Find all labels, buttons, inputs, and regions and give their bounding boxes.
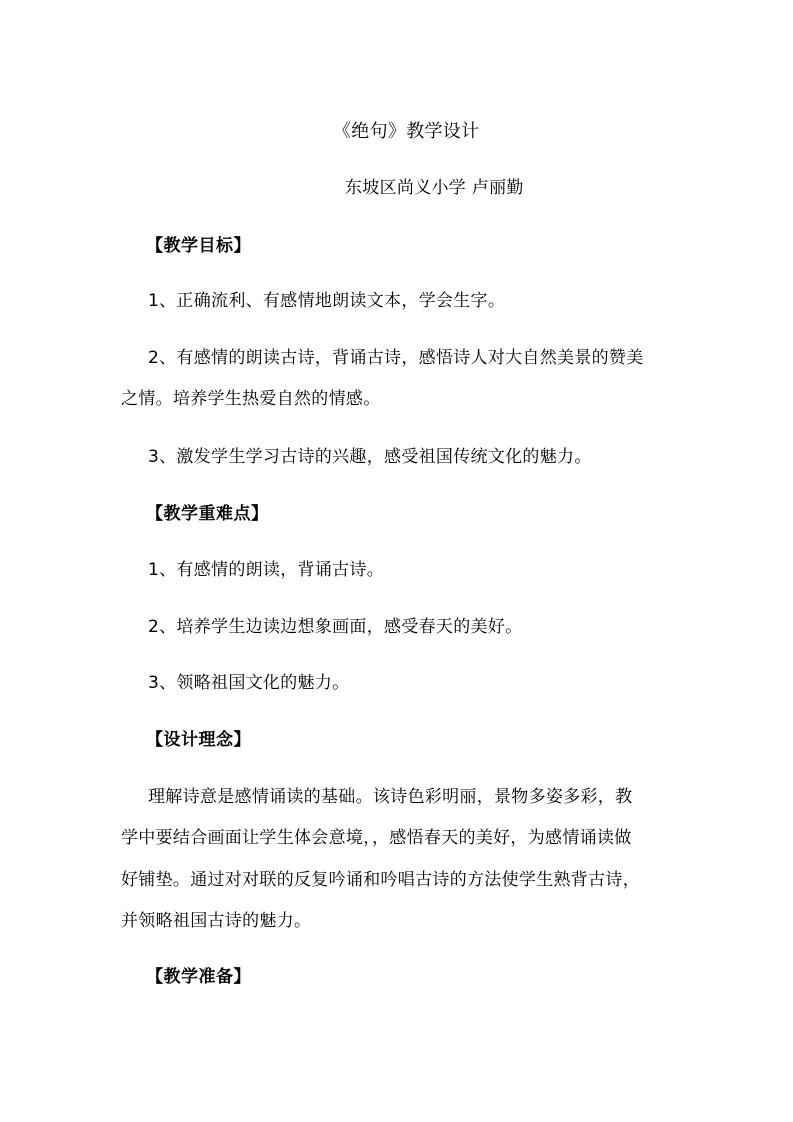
key-point-item-1: 1、有感情的朗读，背诵古诗。 xyxy=(148,560,385,580)
goal-item-2: 2、有感情的朗读古诗，背诵古诗，感悟诗人对大自然美景的赞美 xyxy=(148,348,644,368)
concept-paragraph-line-2: 学中要结合画面让学生体会意境，，感悟春天的美好，为感情诵读做 xyxy=(121,828,632,848)
document-author: 东坡区尚义小学 卢丽勤 xyxy=(345,178,524,198)
concept-paragraph-line-1: 理解诗意是感情诵读的基础。该诗色彩明丽，景物多姿多彩，教 xyxy=(148,787,633,807)
concept-paragraph-line-4: 并领略祖国古诗的魅力。 xyxy=(121,911,312,931)
concept-paragraph-line-3: 好铺垫。通过对对联的反复吟诵和吟唱古诗的方法使学生熟背古诗， xyxy=(121,870,640,890)
document-title: 《绝句》教学设计 xyxy=(333,121,480,142)
goal-item-3: 3、激发学生学习古诗的兴趣，感受祖国传统文化的魅力。 xyxy=(148,447,592,467)
goal-item-2-continued: 之情。培养学生热爱自然的情感。 xyxy=(121,389,381,409)
key-point-item-3: 3、领略祖国文化的魅力。 xyxy=(148,673,350,693)
goal-item-1: 1、正确流利、有感情地朗读文本，学会生字。 xyxy=(148,291,506,311)
key-point-item-2: 2、培养学生边读边想象画面，感受春天的美好。 xyxy=(148,617,523,637)
section-heading-teaching-goals: 【教学目标】 xyxy=(146,236,251,256)
section-heading-design-concept: 【设计理念】 xyxy=(146,730,251,750)
section-heading-teaching-preparation: 【教学准备】 xyxy=(146,967,251,987)
section-heading-key-points: 【教学重难点】 xyxy=(146,504,269,524)
